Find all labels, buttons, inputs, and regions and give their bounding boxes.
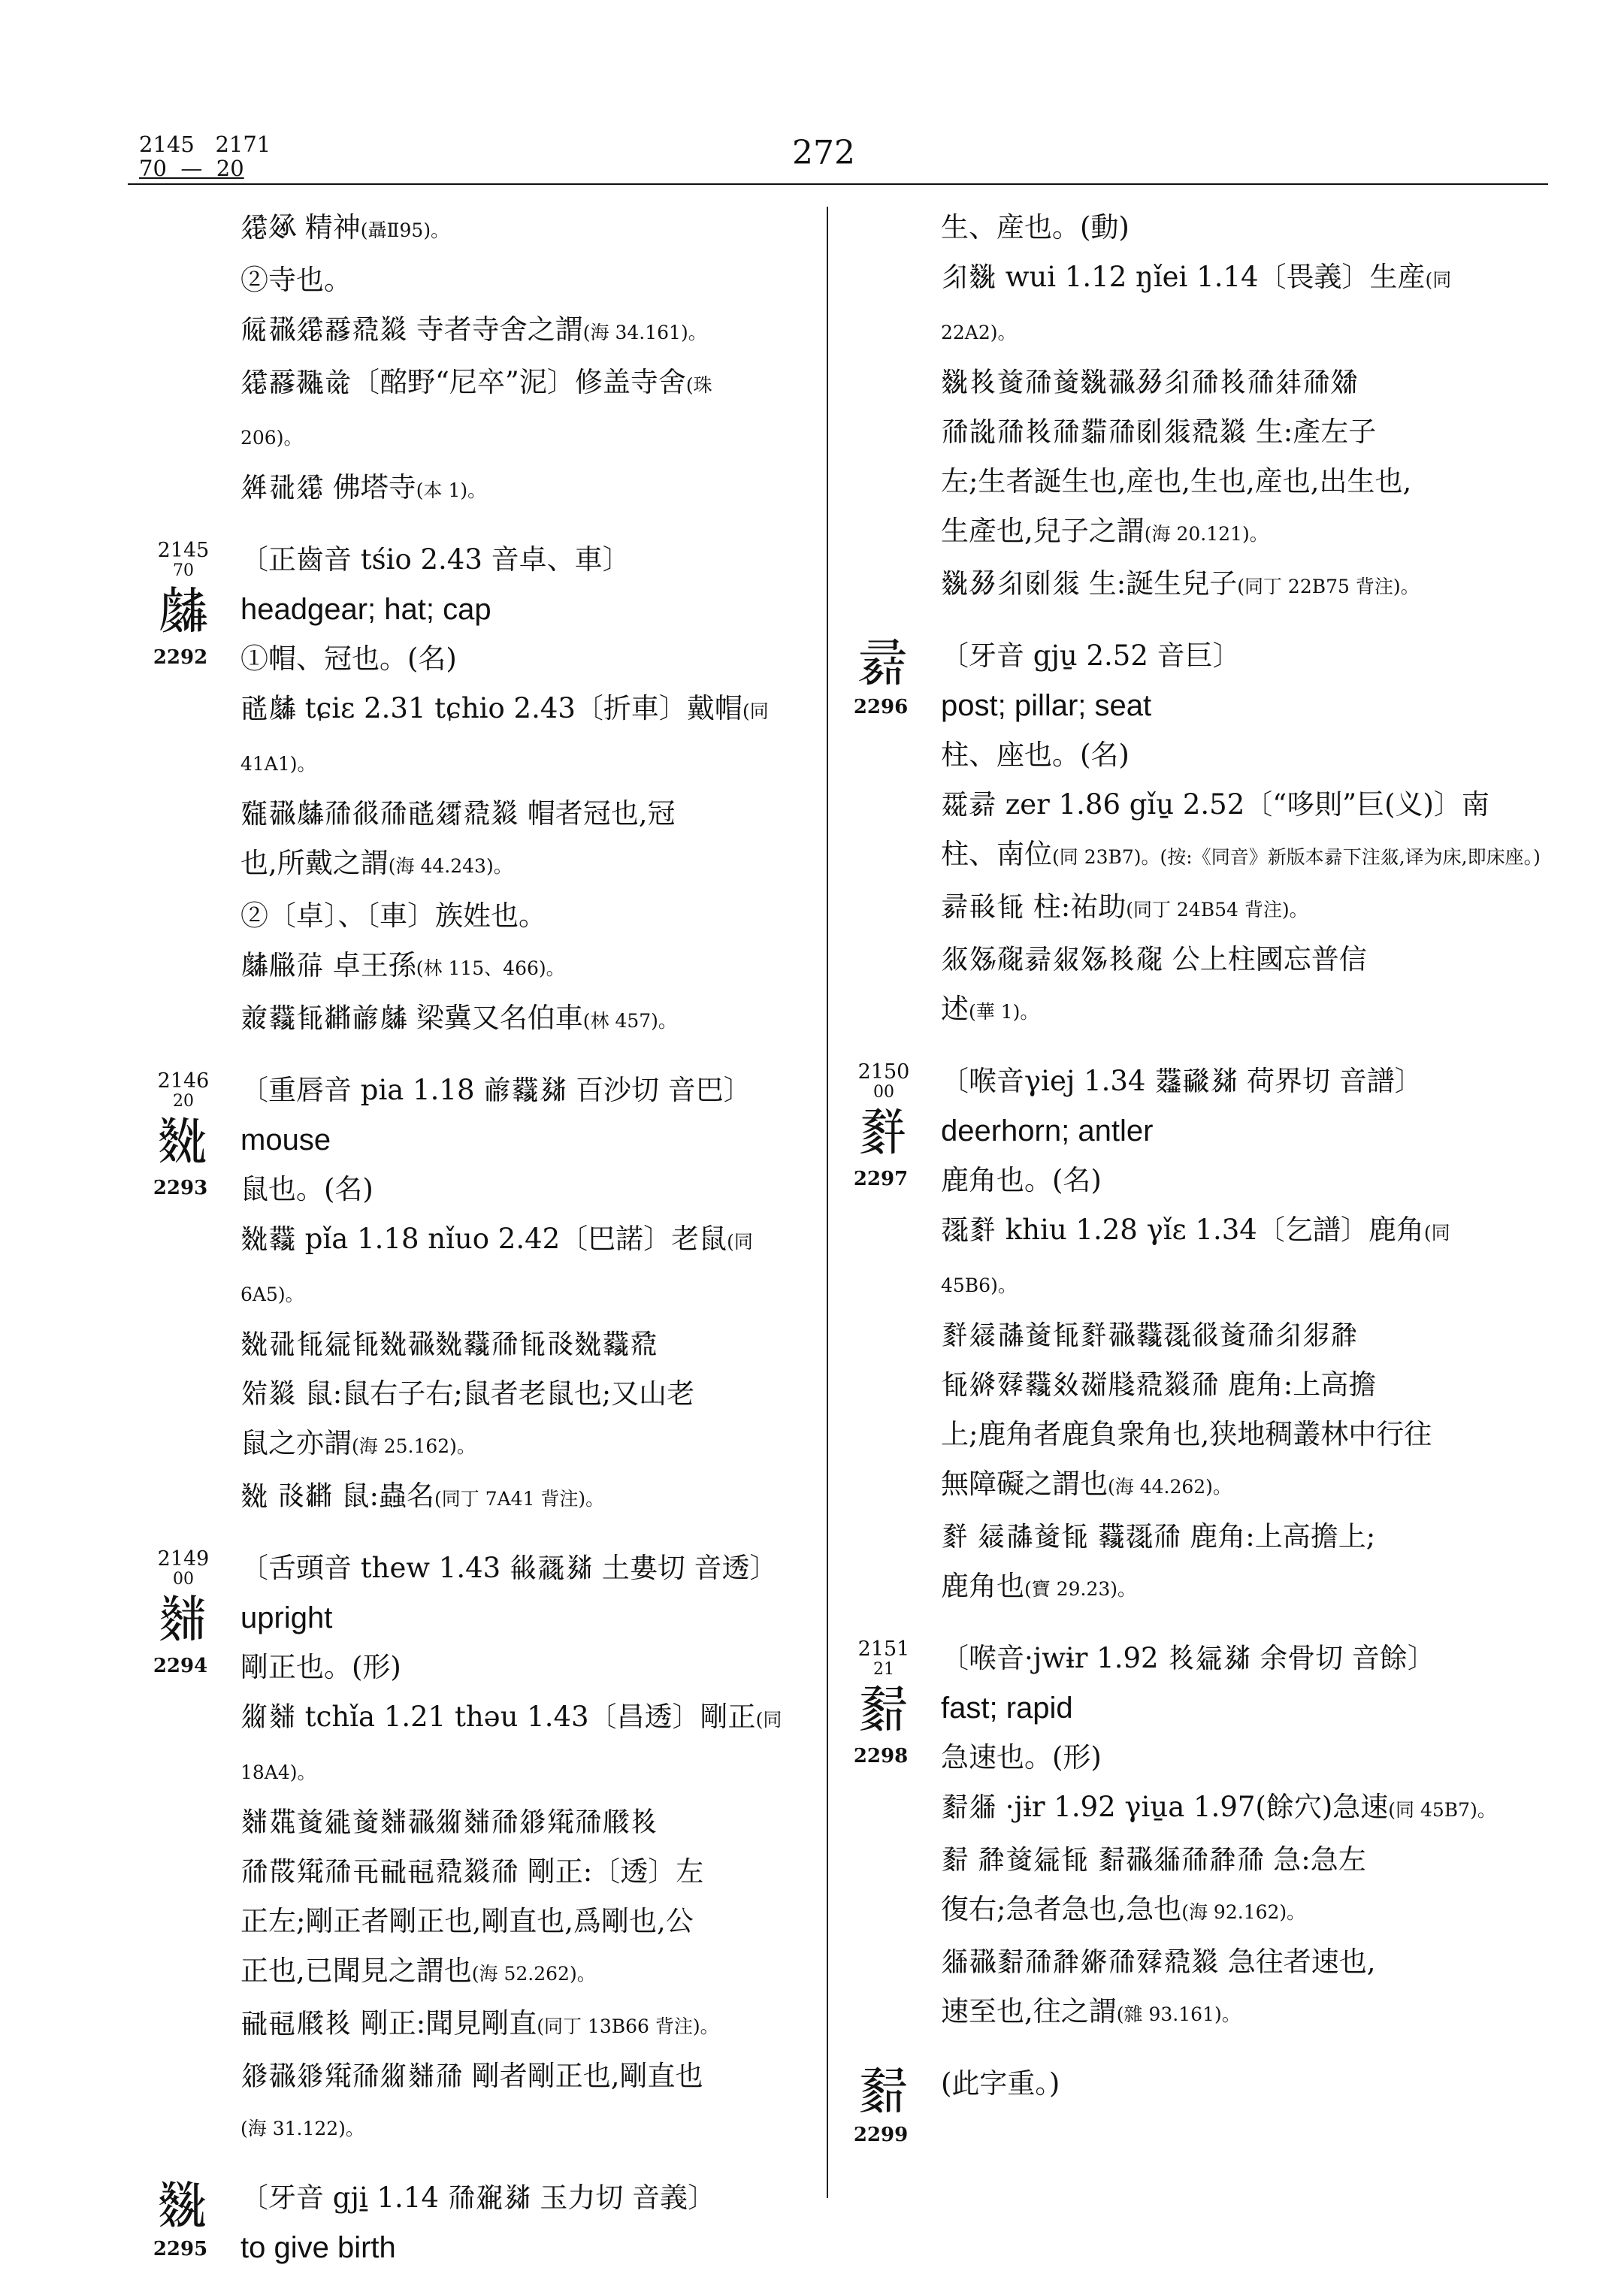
entry-number [846,1061,921,1102]
line-text: 上;鹿角者鹿負衆角也,狭地稠叢林中行往 [941,1418,1432,1450]
citation: (海 44.262)。 [1108,1476,1232,1498]
definition-line [240,2101,902,2154]
line-text: 𗸛𗸠𗆨𗗥 剛正:聞見剛直 [240,2007,537,2040]
dictionary-entry [853,1634,1602,2040]
citation: 18A4)。 [240,1761,316,1783]
line-text: 𗼻𘐔 鼠:鼠右子右;鼠者老鼠也;又山老 [240,1377,695,1410]
line-text: 𗏁𗖻𗨥𗵒𘟣𘐔 寺者寺舍之謂 [240,313,583,346]
definition-line [240,1897,902,1946]
page-range-bottom: 70 — 20 [139,156,244,181]
line-text: 𘝲𗷖 pǐa 1.18 nǐuo 2.42〔巴諾〕老鼠 [240,1223,727,1255]
citation: (海 25.162)。 [352,1435,476,1457]
entry-code: 2149 [157,1547,210,1571]
definition-line [240,1798,902,1847]
line-text: 𘝳𗶷𗒹𗧓𗒹𘝳𗖻𗼕𘝳𗗙𗤁𗋕𗗙𗆨𗗥 [240,1806,658,1838]
citation: (同丁 13B66 背注)。 [537,2015,719,2037]
header-rule [128,183,1548,185]
entry-number [846,1638,921,1679]
line-text: 也,所戴之謂 [240,847,389,879]
entry-subcode: 70 [173,561,194,580]
line-text: 𗼓𗖻𘞁𗗙𗴂𗦀𗗙𗸯𘟣𘐔 急往者速也, [941,1946,1376,1978]
line-text: 𘞁𗼓 ·jɨr 1.92 γiu̱a 1.97(餘穴)急速 [941,1791,1389,1823]
page-range-top: 2145 2171 [139,132,271,157]
definition-line [240,993,902,1046]
definition-line [240,1946,902,1999]
definition-line [240,1419,902,1471]
definition-line [240,463,902,516]
tangut-glyph: 𘞁 [857,2062,909,2121]
sequence-number: 2298 [853,1745,909,1767]
citation: (海 52.262)。 [471,1963,596,1985]
definition-line [240,1847,902,1897]
definition-line [941,1512,1602,1562]
phonetic-line: (此字重。) [941,2067,1060,2100]
entry-code: 2150 [857,1060,910,1084]
line-text: 𗤶𗖚𗨥 佛塔寺 [240,471,416,503]
citation: 206)。 [240,427,303,449]
definition-line [941,1885,1602,1937]
citation: 6A5)。 [240,1284,304,1305]
definition-line [941,1733,1602,1782]
tangut-glyph: 𘞁 [857,1680,909,1740]
definition-line [240,1369,902,1419]
phonetic-line: 〔重唇音 pia 1.18 𗑗𗷖𗯱 百沙切 音巴〕 [240,1074,752,1106]
definition-line [941,1258,1602,1311]
line-text: 柱、座也。(名) [941,739,1130,771]
definition-line [240,634,902,684]
line-text: 正左;剛正者剛正也,剛直也,爲剛也,公 [240,1905,694,1937]
definition-line [941,1459,1602,1512]
citation: (聶Ⅱ95)。 [360,219,450,241]
citation: (華 1)。 [969,1001,1039,1023]
line-text: 𗼃𘝴 wui 1.12 ŋǐei 1.14〔畏義〕生産 [941,261,1426,293]
definition-line [941,252,1602,305]
english-gloss: headgear; hat; cap [240,593,491,626]
line-text: 𘞁 𗴂𗒹𗦇𗺉 𘞁𗖻𗼓𗗙𗴂𗗙 急:急左 [941,1843,1366,1876]
entry-subcode: 00 [873,1083,894,1102]
line-text: 急速也。(形) [941,1741,1102,1773]
tangut-glyph: 𘝴 [156,2176,208,2236]
english-gloss: upright [240,1601,333,1634]
definition-line [240,305,902,358]
dictionary-entry [153,1544,902,2154]
line-text: 𗷢𘝗 tɕiɛ 2.31 tɕhio 2.43〔折車〕戴帽 [240,692,742,724]
entry-subcode: 21 [873,1660,894,1679]
entry-subcode: 20 [173,1092,194,1111]
citation: 41A1)。 [240,753,316,775]
definition-line [941,506,1602,559]
left-column [153,203,902,2292]
continuation-block [941,203,1602,612]
line-text: 鹿角也。(名) [941,1164,1102,1196]
line-text: ①帽、冠也。(名) [240,643,457,675]
definition-line [941,457,1602,506]
citation: (同 23B7)。(按:《同音》新版本𘝵下注𗼇,译为床,即床座。) [1052,846,1541,868]
definition-line [240,1999,902,2052]
line-text: 𗨥𗫻 精神 [240,211,361,243]
definition-line [941,780,1602,830]
right-column [853,203,1602,2191]
definition-line [240,1745,902,1798]
line-text: 𗤁𗖻𗤁𗋕𗗙𗼕𘝳𗗙 剛者剛正也,剛直也 [240,2060,703,2092]
definition-line [941,1311,1602,1360]
definition-line [941,203,1602,252]
line-text: 𘝵𗷰𗺉 柱:祐助 [941,890,1127,923]
definition-line [941,1360,1602,1410]
dictionary-entry [853,631,1602,1037]
citation: (同丁 7A41 背注)。 [434,1488,605,1510]
line-text: 𘝴𗗥𗒹𗗙𗒹𘝴𗖻𗉋𗼃𗗙𗗥𗗙𗢳𗗙𗽀 [941,366,1358,398]
entry-subcode: 00 [173,1570,194,1589]
line-text: 正也,已聞見之謂也 [240,1955,472,1987]
entry-code: 2145 [157,539,210,562]
definition-line [941,407,1602,457]
sequence-number: 2294 [153,1655,208,1677]
line-text: 𘞀 𗧦𗰜𗒹𗺉 𗷖𗖰𗗙 鹿角:上高擔上; [941,1520,1376,1553]
citation: (同 [755,1709,782,1731]
line-text: 𗼇𗼴𗗠𘝵𗤒𗼴𗗥𗗠 公上柱國忘普信 [941,943,1367,975]
sequence-number: 2299 [853,2124,909,2146]
phonetic-line: 〔正齒音 tśio 2.43 音卓、車〕 [240,543,631,576]
citation: (海 31.122)。 [240,2118,364,2139]
definition-line [240,839,902,891]
definition-line [941,305,1602,358]
citation: (同 45B7)。 [1388,1799,1496,1821]
line-text: 鼠之亦謂 [240,1427,352,1459]
citation: (珠 [685,374,712,396]
definition-line [941,1156,1602,1205]
entry-number [146,1548,221,1589]
entry-code: 2151 [857,1637,910,1661]
line-text: 𗓱𗷖𗺉𘂤𗑗𘝗 梁冀又名伯車 [240,1002,583,1034]
tangut-glyph: 𘝳 [156,1590,208,1649]
definition-line [240,891,902,941]
line-text: 柱、南位 [941,838,1052,870]
entry-number [146,540,221,580]
dictionary-entry [153,2173,902,2272]
definition-line [941,984,1602,1037]
line-text: 𗗙𘀍𗗙𗗥𗗙𗷆𗗙𗸡𗼐𘟣𘐔 生:產左子 [941,416,1377,448]
english-gloss: mouse [240,1123,331,1157]
definition-line [941,830,1602,882]
tangut-glyph: 𘞀 [857,1103,909,1163]
citation: (海 20.121)。 [1144,523,1269,545]
citation: (海 34.161)。 [582,322,707,343]
citation: 22A2)。 [941,322,1017,343]
line-text: 生產也,兒子之謂 [941,515,1145,547]
citation: (同 [1425,269,1452,291]
definition-line [240,789,902,839]
phonetic-line: 〔牙音 gju̱ 2.52 音巨〕 [941,640,1241,672]
dictionary-entry [853,1057,1602,1614]
phonetic-line: 〔喉音γiej 1.34 𗷗𗸐𗯱 荷界切 音譜〕 [941,1065,1423,1097]
line-text: ②〔卓〕、〔車〕族姓也。 [240,900,546,932]
english-gloss: deerhorn; antler [941,1114,1154,1148]
tangut-glyph: 𘝲 [156,1112,208,1172]
definition-line [240,1267,902,1320]
line-text: 𘝲𗖚𗺉𗦇𗺉𘝲𗖻𘝲𗷖𗗙𗺉𗰗𘝲𗷖𘟣 [240,1328,658,1360]
citation: (雜 93.161)。 [1116,2003,1241,2025]
sequence-number: 2295 [153,2238,208,2260]
line-text: 復右;急者急也,急也 [941,1893,1182,1925]
definition-line [941,730,1602,780]
entry-number [146,1070,221,1111]
line-text: 生、産也。(動) [941,211,1130,243]
dictionary-entry [153,1066,902,1524]
phonetic-line: 〔舌頭音 thew 1.43 𗺡𗹙𗯱 土婁切 音透〕 [240,1552,778,1584]
definition-line [240,1214,902,1267]
line-text: 𗺉𗦂𗸯𗷖𗾈𗖸𗹦𘟣𘐔𗗙 鹿角:上高擔 [941,1368,1377,1401]
definition-line [941,1835,1602,1885]
phonetic-line: 〔喉音·jwɨr 1.92 𗗥𗦇𗯱 余骨切 音餘〕 [941,1642,1435,1674]
english-gloss: post; pillar; seat [941,689,1152,722]
line-text: 𗖰𘞀 khiu 1.28 γǐɛ 1.34〔乞譜〕鹿角 [941,1214,1424,1246]
phonetic-line: 〔牙音 gji̱ 1.14 𗗙𗘂𗯱 玉力切 音義〕 [240,2182,716,2214]
line-text: 𘝲 𗰗𘂤 鼠:蟲名 [240,1480,434,1512]
definition-line [941,559,1602,612]
definition-line [240,1643,902,1692]
english-gloss: fast; rapid [941,1692,1073,1725]
definition-line [941,882,1602,935]
definition-line [941,1205,1602,1258]
citation: (本 1)。 [416,479,487,501]
line-text: 𘝴𗉋𗼃𗸡𗼐 生:誕生兒子 [941,567,1238,600]
citation: (同丁 22B75 背注)。 [1237,576,1420,597]
line-text: 述 [941,993,969,1025]
definition-line [240,941,902,993]
continuation-block [240,203,902,516]
page-number: 272 [792,134,855,172]
definition-line [240,256,902,305]
definition-line [941,1782,1602,1835]
definition-line [240,1320,902,1369]
definition-line [941,1987,1602,2040]
dictionary-entry [853,2059,1602,2172]
definition-line [240,410,902,463]
dictionary-entry [153,535,902,1046]
line-text: 𗗙𗶳𗋕𗗙𗸕𗸛𗸠𘟣𘐔𗗙 剛正:〔透〕左 [240,1855,704,1888]
citation: (同丁 24B54 背注)。 [1126,899,1308,921]
line-text: 無障礙之謂也 [941,1468,1108,1500]
definition-line [240,736,902,789]
citation: (同 [1423,1222,1450,1244]
definition-line [941,935,1602,984]
definition-line [240,203,902,256]
entry-code: 2146 [157,1069,210,1093]
line-text: 𘝗𗆐𗗚 卓王孫 [240,949,416,981]
citation: (林 115、466)。 [416,957,565,979]
citation: (海 92.162)。 [1181,1901,1306,1923]
sequence-number: 2297 [853,1168,909,1190]
definition-line [240,1165,902,1214]
definition-line [240,1471,902,1524]
line-text: 𗴺𘝵 zer 1.86 gǐu̱ 2.52〔“哆則”巨(义)〕南 [941,788,1489,821]
sequence-number: 2292 [153,646,208,669]
citation: (寶 29.23)。 [1024,1578,1137,1600]
line-text: ②寺也。 [240,264,352,296]
line-text: 鼠也。(名) [240,1173,373,1205]
sequence-number: 2293 [153,1177,208,1199]
tangut-glyph: 𘝗 [156,582,208,641]
sequence-number: 2296 [853,696,909,718]
definition-line [941,1937,1602,1987]
definition-line [240,2052,902,2101]
page-range-header [139,132,271,180]
line-text: 𗨥𗵒𗖵𗯨〔酩野“尼卒”泥〕修盖寺舍 [240,366,686,398]
line-text: 鹿角也 [941,1570,1024,1602]
line-text: 速至也,往之謂 [941,1995,1117,2027]
definition-line [941,358,1602,407]
definition-line [240,358,902,410]
line-text: 剛正也。(形) [240,1651,401,1683]
tangut-glyph: 𘝵 [857,634,909,694]
citation: 45B6)。 [941,1275,1017,1296]
definition-line [240,1692,902,1745]
citation: (同 [727,1231,753,1253]
line-text: 左;生者誕生也,産也,生也,産也,出生也, [941,465,1412,497]
line-text: 𗸱𗖻𘝗𗗙𗺓𗗙𗷢𗨻𘟣𘐔 帽者冠也,冠 [240,797,676,830]
citation: (同 [742,700,769,722]
definition-line [941,1562,1602,1614]
definition-line [240,684,902,736]
english-gloss: to give birth [240,2231,396,2264]
definition-line [941,1410,1602,1459]
citation: (海 44.243)。 [388,855,513,877]
citation: (林 457)。 [582,1010,677,1032]
line-text: 𗼕𘝳 tchǐa 1.21 thəu 1.43〔昌透〕剛正 [240,1701,756,1733]
line-text: 𘞀𗧦𗰜𗒹𗺉𘞀𗖻𗷖𗖰𗺓𗒹𗗙𗼃𗼅𗴂 [941,1319,1358,1351]
